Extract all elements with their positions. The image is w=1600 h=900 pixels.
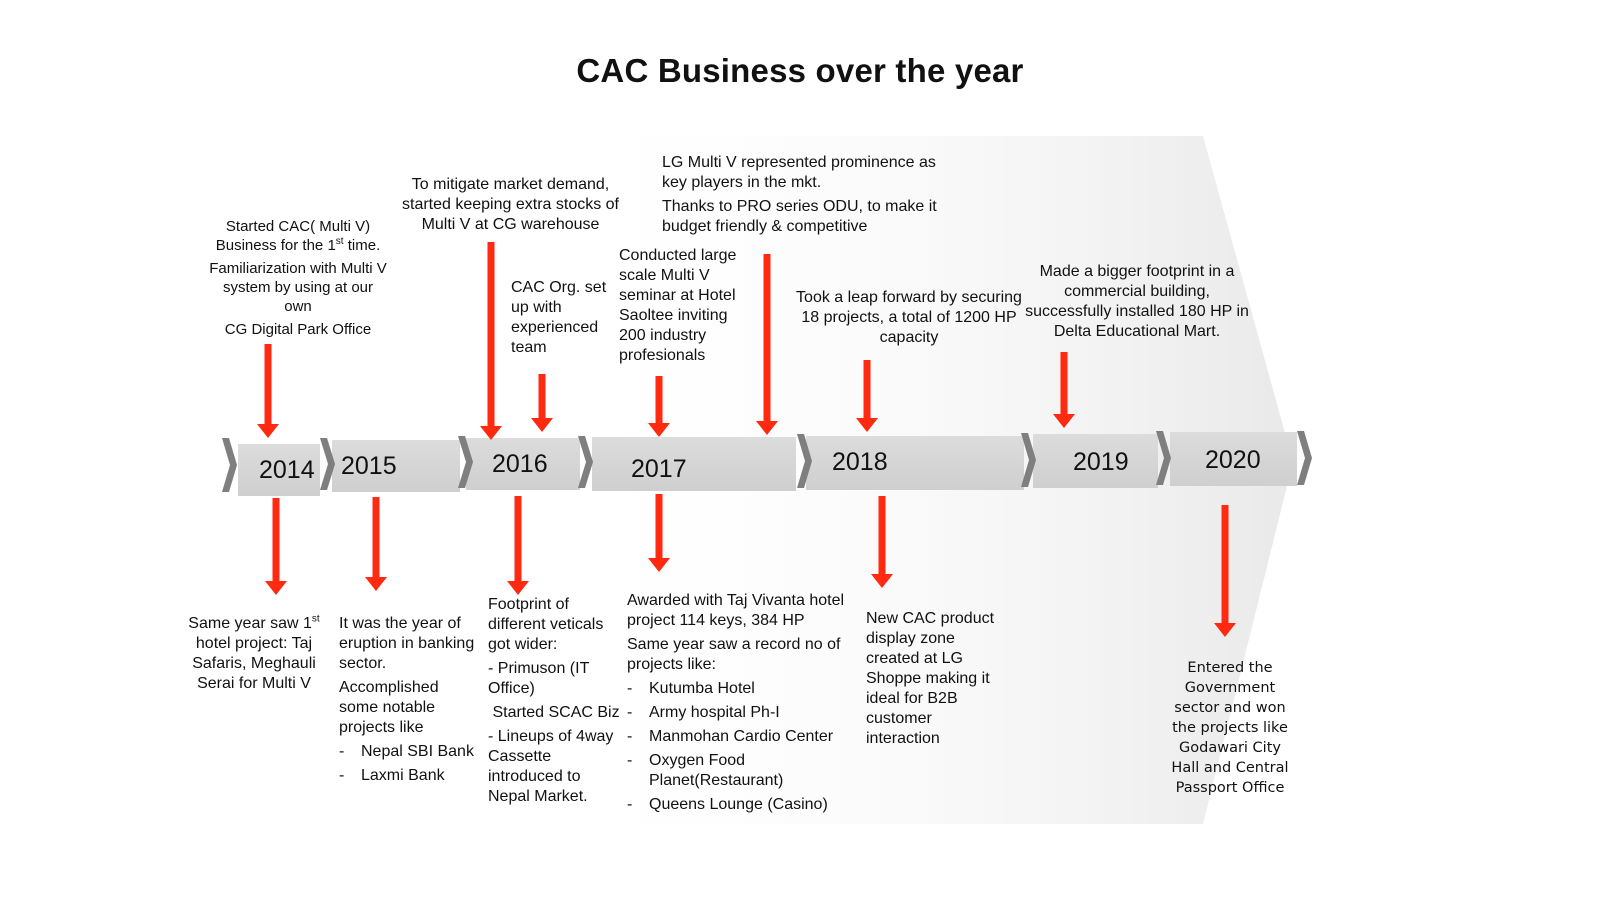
- chevron-divider: [222, 438, 237, 492]
- year-label-2016: 2016: [492, 450, 548, 478]
- arrow-down-icon: [480, 242, 502, 440]
- annotation-2018-top: Took a leap forward by securing 18 projects, a total of 1200 HP capacity: [796, 289, 1022, 346]
- year-label-2017: 2017: [631, 455, 687, 483]
- arrow-down-icon: [507, 496, 529, 595]
- year-label-2018: 2018: [832, 448, 888, 476]
- annotation-2017-top-prominence: LG Multi V represented prominence as key players in the mkt. Thanks to PRO series ODU, to make it budget friendly & competitive: [662, 154, 937, 235]
- arrow-down-icon: [265, 498, 287, 595]
- year-label-2019: 2019: [1073, 448, 1129, 476]
- chevron-divider: [1297, 431, 1312, 485]
- annotation-2019-top: Made a bigger footprint in a commercial building, successfully installed 180 HP in Delta Educational Mart.: [1025, 263, 1249, 340]
- page-title: CAC Business over the year: [576, 52, 1024, 89]
- annotation-2014-top: Started CAC( Multi V) Business for the 1st time. Familiarization with Multi V system by using at our own CG Digital Park Office: [209, 218, 387, 338]
- annotation-2016-top-stock: To mitigate market demand, started keeping extra stocks of Multi V at CG warehouse: [402, 176, 619, 233]
- annotation-2014-bottom: Same year saw 1st hotel project: Taj Safaris, Meghauli Serai for Multi V: [188, 613, 320, 692]
- arrow-down-icon: [257, 344, 279, 438]
- timeline-segment: [592, 437, 796, 491]
- annotation-2016-bottom: Footprint of different veticals got wider: - Primuson (IT Office) Started SCAC Biz - Lineups of 4way Cassette introduced to Nepal Market.: [488, 596, 620, 805]
- annotation-2016-top-org: CAC Org. set up with experienced team: [511, 279, 607, 356]
- annotation-2020-bottom: Entered the Government sector and won the projects like Godawari City Hall and Central Passport Office: [1171, 660, 1289, 796]
- annotation-2018-bottom: New CAC product display zone created at LG Shoppe making it ideal for B2B customer interaction: [866, 610, 995, 747]
- annotation-2017-bottom: Awarded with Taj Vivanta hotel project 114 keys, 384 HP Same year saw a record no of projects like: - Kutumba Hotel - Army hospital Ph-I - Manmohan Cardio Center - Oxygen Food Planet(Restaurant) - Queens Lounge (Casino): [627, 591, 863, 815]
- annotation-2017-top-seminar: Conducted large scale Multi V seminar at Hotel Saoltee inviting 200 industry profesionals: [619, 247, 737, 364]
- year-label-2014: 2014: [259, 456, 315, 484]
- timeline-segments: [238, 432, 1297, 496]
- year-label-2020: 2020: [1205, 446, 1261, 474]
- year-label-2015: 2015: [341, 452, 397, 480]
- arrow-down-icon: [365, 497, 387, 591]
- annotation-2015-bottom: It was the year of eruption in banking sector. Accomplished some notable projects like - Nepal SBI Bank - Laxmi Bank: [339, 614, 479, 786]
